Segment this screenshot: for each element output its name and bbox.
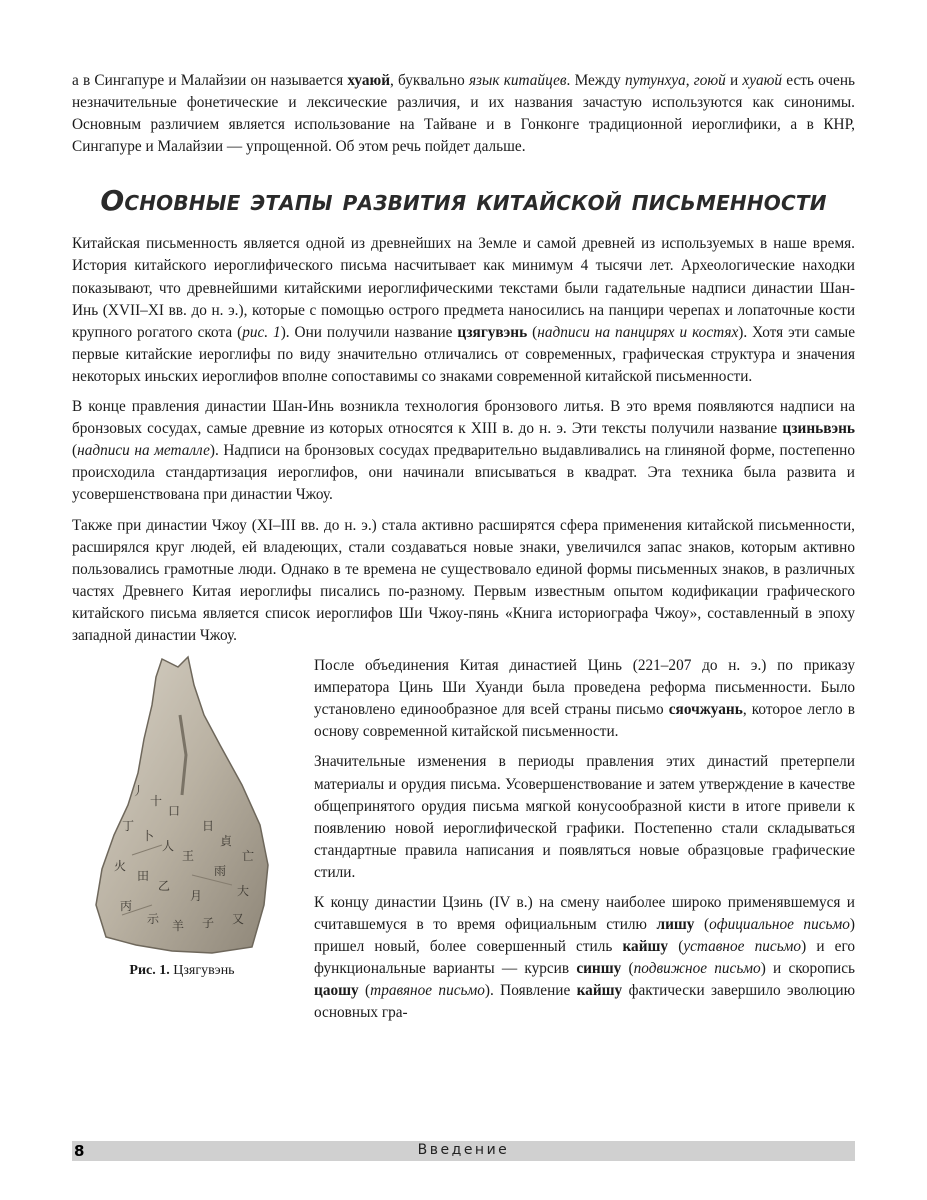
italic-text: уставное письмо <box>683 938 802 956</box>
text-run: , буквально <box>390 72 469 89</box>
svg-text:又: 又 <box>232 912 245 927</box>
text-run: ) пришел новый, более совершенный стиль <box>314 916 855 956</box>
svg-text:貞: 貞 <box>220 834 233 849</box>
text-run: Значительные изменения в периоды правления этих династий претерпели материалы и орудия письма. Усовершенствование и затем утверждение в качестве общепринятого орудия письма мягкой конусообразной кисти в итоге привели к появлению новой иероглифической графики. Постепенно стали складываться стандартные правила написания и появляться новые образцовые графические стили. <box>314 753 855 881</box>
text-run: , которое легло в основу современной китайской письменности. <box>314 701 855 741</box>
bold-term: хуаюй <box>347 72 391 89</box>
paragraph <box>72 70 855 158</box>
text-run: ( <box>72 442 78 460</box>
text-run: . Между <box>566 72 625 89</box>
svg-text:丙: 丙 <box>120 899 133 914</box>
svg-text:示: 示 <box>147 912 160 927</box>
text-run: ( <box>358 982 371 1000</box>
svg-text:乙: 乙 <box>158 879 171 894</box>
svg-text:十: 十 <box>150 794 163 809</box>
paragraph <box>72 515 855 648</box>
figure <box>72 655 292 979</box>
text-run: ( <box>527 323 538 341</box>
page-body <box>72 70 856 1022</box>
text-run: После объединения Китая династией Цинь (221–207 до н. э.) по приказу императора Цинь Ши Хуанди была проведена реформа письменности. Было установлено единообразное для всей страны письмо <box>314 657 855 719</box>
text-run: ). Они получили название <box>280 323 458 341</box>
italic-text: подвижное письмо <box>633 960 761 978</box>
text-run: Также при династии Чжоу (XI–III вв. до н. э.) стала активно расширятся сфера применения китайской письменности, расширялся круг людей, ей владеющих, стали создаваться новые знаки, увеличился запас знаков, которым активно пользовались грамотные люди. Однако в те времена не существовало единой формы письменных знаков, в различных частях Древнего Китая иероглифы писались по-разному. Первым известным опытом кодификации графического китайского письма является список иероглифов Ши Чжоу-пянь «Книга историографа Чжоу», составленный в эпоху западной династии Чжоу. <box>72 516 855 644</box>
italic-text: путунхуа <box>624 72 686 89</box>
paragraph <box>72 233 855 388</box>
svg-text:月: 月 <box>190 889 203 904</box>
italic-text: официальное письмо <box>709 916 850 934</box>
svg-text:火: 火 <box>114 859 127 874</box>
svg-text:卜: 卜 <box>142 829 155 844</box>
italic-text: надписи на металле <box>77 442 210 460</box>
text-run: ). Хотя эти самые первые китайские иероглифы по виду значительно отличались от современных, графическая структура и значения некоторых иньских иероглифов вполне сопоставимы со знаками современной китайской письменности. <box>72 323 855 385</box>
text-run: ( <box>668 938 684 956</box>
bold-term: цзиньвэнь <box>782 420 855 438</box>
svg-text:人: 人 <box>162 839 175 854</box>
text-run: К концу династии Цзинь (IV в.) на смену наиболее широко применявшемуся и считавшемуся в то время официальным стилю <box>314 894 855 934</box>
italic-text: язык китайцев <box>468 72 567 89</box>
bold-term: цзягувэнь <box>457 323 528 341</box>
bold-term: лишу <box>656 916 695 934</box>
paragraph <box>314 892 855 1025</box>
paragraph <box>72 396 855 506</box>
text-run: и <box>725 72 743 89</box>
svg-text:田: 田 <box>137 869 150 884</box>
text-run: ). Надписи на бронзовых сосудах предварительно выдавливались на глиняной форме, постепенно происходила стандартизация иероглифов, они начинали вписываться в квадрат. Эта техника была развита и усовершенствована при династии Чжоу. <box>72 442 855 504</box>
section-heading: Основные этапы развития китайской письменности <box>100 184 827 218</box>
bold-term: цаошу <box>314 982 359 1000</box>
figure-caption <box>72 963 292 979</box>
italic-text: рис. 1 <box>242 323 281 341</box>
bold-term: кайшу <box>576 982 623 1000</box>
bold-term: кайшу <box>622 938 669 956</box>
caption-label: Рис. 1. <box>129 963 170 979</box>
bold-term: синшу <box>576 960 622 978</box>
page-number: 8 <box>74 1142 85 1160</box>
svg-text:雨: 雨 <box>214 864 227 879</box>
paragraph <box>314 655 855 743</box>
text-run: ( <box>694 916 710 934</box>
svg-text:羊: 羊 <box>172 919 185 934</box>
text-run: ( <box>621 960 634 978</box>
page-footer <box>72 1141 855 1161</box>
italic-text: надписи на панцирях и костях <box>537 323 739 341</box>
italic-text: хуаюй <box>742 72 783 89</box>
svg-text:丿: 丿 <box>132 784 145 799</box>
svg-text:大: 大 <box>237 884 250 899</box>
italic-text: травяное письмо <box>370 982 485 1000</box>
text-run: ) и его функциональные варианты — курсив <box>314 938 855 978</box>
paragraph <box>314 751 855 884</box>
caption-text: Цзягувэнь <box>169 963 235 979</box>
italic-text: гоюй <box>693 72 726 89</box>
text-run: ). Появление <box>484 982 577 1000</box>
bold-term: сяочжуань <box>668 701 743 719</box>
svg-text:亡: 亡 <box>242 849 255 864</box>
text-run: а в Сингапуре и Малайзии он называется <box>72 72 348 89</box>
text-run: Китайская письменность является одной из древнейших на Земле и самой древней из используемых в наше время. История китайского иероглифического письма насчитывает как минимум 4 тысячи лет. Археологические находки показывают, что древнейшими китайскими иероглифическими текстами были гадательные надписи династии Шан-Инь (XVII–XI вв. до н. э.), которые с помощью острого предмета наносились на панцири черепах и лопаточные кости крупного рогатого скота ( <box>72 235 855 341</box>
text-run: фактически завершило эволюцию основных гра- <box>314 982 855 1022</box>
svg-text:口: 口 <box>168 804 181 819</box>
svg-text:日: 日 <box>202 819 215 834</box>
svg-text:丁: 丁 <box>122 819 135 834</box>
text-run: В конце правления династии Шан-Инь возникла технология бронзового литья. В это время появляются надписи на бронзовых сосудах, самые древние из которых относятся к XIII в. до н. э. Эти тексты получили название <box>72 398 855 438</box>
oracle-bone-image <box>92 655 272 955</box>
text-run: есть очень незначительные фонетические и лексические различия, и их названия зачастую используются как синонимы. Основным различием является использование на Тайване и в Гонконге традиционной иероглифики, а в КНР, Сингапуре и Малайзии — упрощенной. Об этом речь пойдет дальше. <box>72 72 856 156</box>
svg-text:王: 王 <box>182 849 195 864</box>
running-title: Введение <box>417 1142 510 1158</box>
figure-side-text <box>314 655 855 1033</box>
text-run: , <box>685 72 694 89</box>
text-run: ) и скоропись <box>760 960 855 978</box>
figure-section <box>72 655 855 1022</box>
svg-text:子: 子 <box>202 916 215 931</box>
